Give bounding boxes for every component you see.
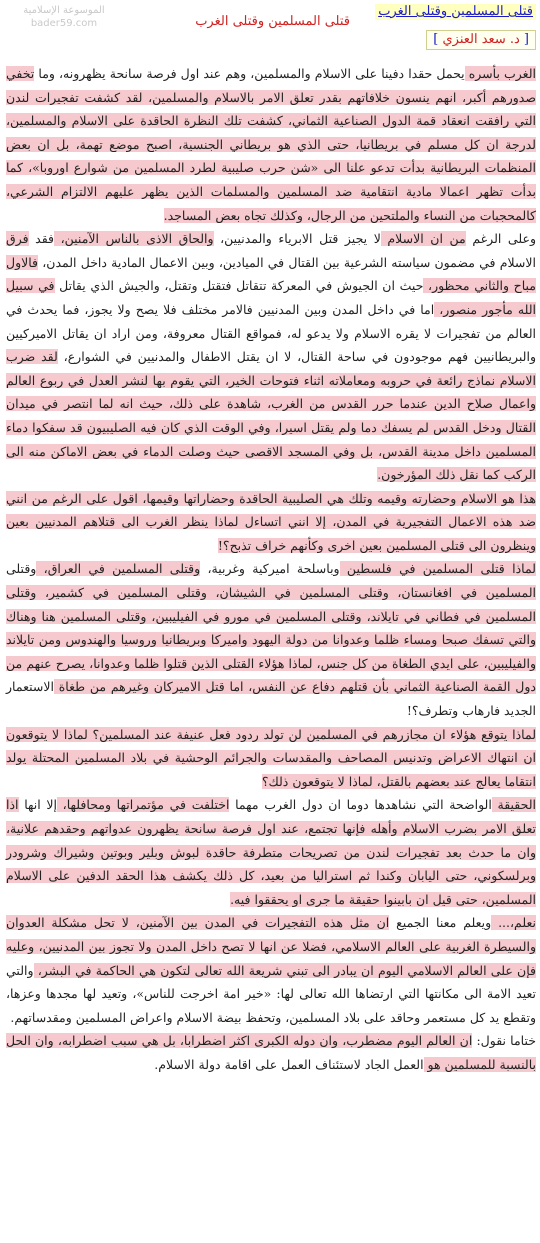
author-name: د. سعد العنزي bbox=[442, 32, 520, 47]
para-4 bbox=[6, 557, 536, 722]
highlighted-text: ان العالم اليوم مضطرب، وان دوله الكبرى اكثر اضطرابا، بل هي سبب اضطرابه، وان الحل بالنسبة للمسلمين هو bbox=[6, 1033, 536, 1072]
page-header bbox=[0, 0, 540, 60]
highlighted-text: المسلمين في افغانستان، وقتلى المسلمين في الشيشان، وقتلى المسلمين في كشمير، وقتلى المسلمين في فطاني في تايلاند، وقتلى المسلمين في مورو في الفيليبين، وقتلى المسلمين هنا وهناك والتي تسفك صبحا ومساء ظلما وعدوانا من دولة اليهود واميركا وبريطانيا وروسيا والهندوس ومن تايلاند والفيليبين، على ايدي الطغاة من كل جنس، لماذا هؤلاء القتلى الذين قتلوا ظلما وعدوانا، يصرح عنهم من دول القمة الصناعية الثماني بأن قتلهم دفاع عن النفس، اما قتل الاميركان وغيرهم من طغاة bbox=[6, 585, 536, 695]
article-body bbox=[6, 62, 536, 1077]
highlighted-text: والحاق الاذى بالناس الآمنين، bbox=[54, 231, 214, 247]
paragraph-text: فقد bbox=[28, 231, 55, 247]
paragraph-text: ويعلم معنا الجميع bbox=[389, 915, 492, 931]
paragraph-text: وقتلى bbox=[6, 561, 37, 577]
highlighted-text: هذا هو الاسلام وحضارته وقيمه وتلك هي الصليبية الحاقدة وحضاراتها وقيمها، اقول على الرغم من انني ضد هذه الاعمال التفجيرية في المدن، إلا انني اتساءل لماذا ينظر الغرب الى قتلاهم المدنيين بعين وينظرون الى قتلى المسلمين بعين اخرى وكأنهم خراف تذبح؟! bbox=[6, 490, 536, 553]
paragraph-text: لا يجيز قتل الابرياء والمدنيين، bbox=[213, 231, 381, 247]
secondary-title: قتلى المسلمين وقتلى الغرب bbox=[195, 14, 350, 29]
highlighted-text: لقد ضرب الاسلام نماذج رائعة في حروبه ومعاملاته اثناء فتوحات الخير، التي يقوم بها لنشر العدل في ربوع العالم واعمال صلاح الدين عندما حرر القدس من الغرب، شاهدة على ذلك، حيث انه لما انتصر في ميدان القتال ودخل القدس لم يسفك دما ولم يقتل اسيرا، وفي الوقت الذي كان فيه الصليبيون قد سفكوا دماء المسلمين داخل مدينة القدس، بل وفي المسجد الاقصى حيث وصلت الدماء في بعض الاماكن منه الى الركب كما نقل ذلك المؤرخون. bbox=[6, 349, 536, 483]
para-7 bbox=[6, 911, 536, 1029]
highlighted-text: في سبيل الله مأجور منصور، bbox=[6, 278, 537, 317]
highlighted-text: تخفي صدورهم أكبر، انهم ينسون خلافاتهم بقدر تعلق الامر بالاسلام والمسلمين، لقد كشفت تفجيرات لندن التي رافقت انعقاد قمة الدول الصناعية الثماني، كشفت تلك النظرة الحاقدة على الاسلام والمسلمين، لدرجة ان كل مسلم في بريطانيا، حتى الذي هو بريطاني الجنسية، اصبح موضع تهمة، بل ان بعض المنظمات البريطانية بدأت تدعو علنا الى «شن حرب صليبية لطرد المسلمين من شوارع اوروبا»، كما بدأت تظهر اعمالا مادية انتقامية ضد المسلمين والمسلمات الذين يظهر عليهم الالتزام الشرعي، كالمحجبات من النساء والملتحين من الرجال، وكذلك تجاه بعض المساجد. bbox=[6, 66, 536, 223]
paragraph-text: يحمل حقدا دفينا على الاسلام والمسلمين، وهم عند اول فرصة سانحة يظهرونه، وما bbox=[34, 66, 465, 81]
highlighted-text: الغرب بأسره bbox=[464, 66, 536, 81]
para-3 bbox=[6, 487, 536, 558]
paragraph-text: الاستعمار الجديد فارهاب وتطرف؟! bbox=[6, 679, 536, 719]
paragraph-text: وعلى الرغم bbox=[465, 231, 536, 247]
article-title-link[interactable]: قتلى المسلمين وقتلى الغرب bbox=[375, 4, 536, 20]
author-bracket-open: [ bbox=[523, 32, 529, 47]
author-bracket-close: ] bbox=[433, 32, 439, 47]
paragraph-text: وباسلحة اميركية وغربية، bbox=[200, 561, 340, 577]
highlighted-text: لماذا قتلى المسلمين في فلسطين bbox=[339, 561, 536, 577]
para-2 bbox=[6, 227, 536, 487]
highlighted-text: فالاول مباح والثاني محظور، bbox=[6, 254, 537, 294]
highlighted-text: اذا تعلق الامر بضرب الاسلام وأهله فإنها تجتمع، عند اول فرصة سانحة يظهرون عدواتهم وحقدهم علانية، وان ما حدث بعد تفجيرات لندن من تصريحات متطرفة حاقدة لبوش وبلير وبوتين وشيراك وشرودر وبرلسكوني، حتى اليابان وكندا ثم استراليا من بعيد، كل ذلك يكشف هذا الحقد الدفين على الاسلام المسلمين، حتى قيل ان بابينوا حقيقة ما جرى او يحققوا فيه. bbox=[6, 797, 536, 907]
para-1 bbox=[6, 62, 536, 227]
paragraph-text: اما في داخل المدن وبين المدنيين فالامر مختلف فلا يصح ولا يجوز، فما يحدث في العالم من تفجيرات لا يقره الاسلام ولا يدعو له، فمواقع القتال معروفة، ومن اراد ان يقاتل الاميركيين والبريطانيين فهم موجودون في ساحة القتال، لا ان يقتل الاطفال والمدنيين في الشوارع، bbox=[6, 301, 536, 365]
paragraph-text: إلا انها bbox=[18, 797, 57, 813]
para-5 bbox=[6, 723, 536, 794]
paragraph-text: الاسلام في مضمون سياسته الشرعية بين القتال في الميادين، وبين الاعمال المادية داخل المدن، bbox=[38, 254, 536, 270]
highlighted-text: لماذا يتوقع هؤلاء ان مجازرهم في المسلمين لن تولد ردود فعل عنيفة عند المسلمين؟ لماذا لا يتوقعون ان انتهاك الاعراض وتدنيس المصاحف والمقدسات والجرائم الوحشية في بلاد المسلمين المحتلة يولد انتقاما يعالج عند بعضهم بالقتل، لماذا لا يتوقعون ذلك؟ bbox=[6, 726, 536, 789]
highlighted-text: ان مثل هذه التفجيرات في المدن بين الآمنين، لا تحل مشكلة العدوان والسيطرة الغربية على العالم الاسلامي، فضلا عن انها لا تصح داخل المدن ولا تجوز بين المدنيين، وعليه فإن على العالم الاسلامي اليوم ان يبادر الى تبني شريعة الله تعالى لتكون هي الحاكمة في البشر، bbox=[6, 915, 536, 978]
highlighted-text: نعلم،... bbox=[491, 915, 536, 931]
paragraph-text: والتي تعيد الامة الى مكانتها التي ارتضاها الله تعالى لها: «خير امة اخرجت للناس»، وتعيد لها مجدها وعزها، وتقطع يد كل مستعمر وحاقد على بلاد المسلمين، وتحفظ بيضة الاسلام واعراض المسلمين ومقدساتهم. bbox=[6, 962, 536, 1025]
highlighted-text: اختلفت في مؤتمراتها ومحافلها، bbox=[57, 797, 230, 813]
paragraph-text: ختاما نقول: bbox=[472, 1033, 536, 1049]
title-box bbox=[353, 0, 540, 56]
paragraph-text: الواضحة التي نشاهدها دوما ان دول الغرب مهما bbox=[229, 797, 492, 813]
highlighted-text: الحقيقة bbox=[491, 797, 536, 813]
highlighted-text: وقتلى المسلمين في العراق، bbox=[36, 561, 201, 577]
author-box bbox=[426, 30, 536, 50]
paragraph-text: العمل الجاد لاستئناف العمل على اقامة دولة الاسلام. bbox=[154, 1056, 424, 1072]
site-watermark: الموسوعة الإسلامية bader59.com bbox=[23, 5, 105, 29]
paragraph-text: حيث ان الجيوش في المعركة تتقاتل فتقتل وتقتل، والجيش الذي يقاتل bbox=[54, 278, 424, 294]
para-8 bbox=[6, 1029, 536, 1076]
highlighted-text: من ان الاسلام bbox=[380, 231, 466, 247]
highlighted-text: فرق bbox=[6, 231, 29, 247]
para-6 bbox=[6, 793, 536, 911]
